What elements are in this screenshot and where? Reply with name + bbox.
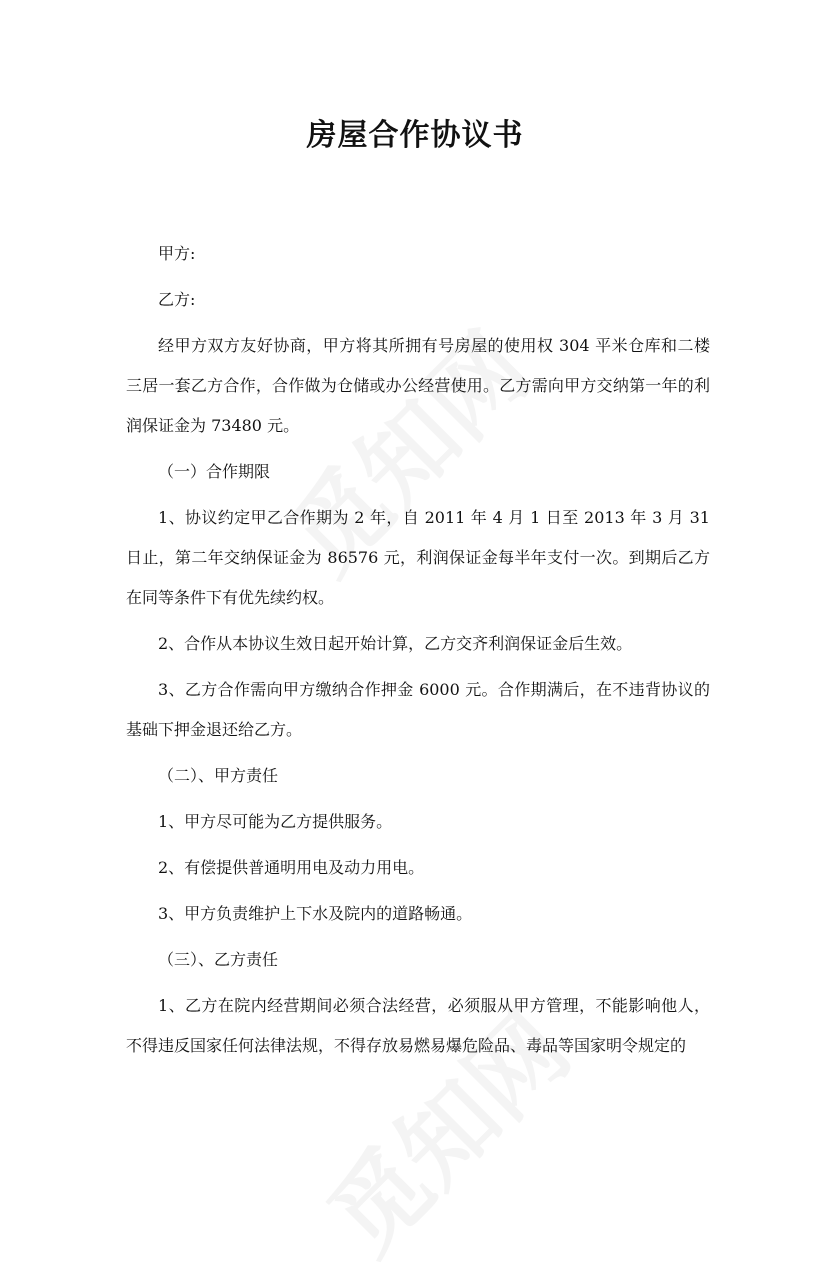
clause-2-1: 1、甲方尽可能为乙方提供服务。 (158, 812, 393, 831)
party-a-line: 甲方: (158, 244, 196, 263)
clause-1-1: 1、协议约定甲乙合作期为 2 年，自 2011 年 4 月 1 日至 2013 年 3 月 31 日止，第二年交纳保证金为 86576 元，利润保证金每半年支付一次。到期后乙方在同等条件下有优先续约权。 (126, 508, 710, 607)
party-b-line: 乙方: (158, 290, 196, 309)
clause-2-3: 3、甲方负责维护上下水及院内的道路畅通。 (158, 904, 473, 923)
intro-paragraph: 经甲方双方友好协商，甲方将其所拥有号房屋的使用权 304 平米仓库和二楼三居一套乙方合作，合作做为仓储或办公经营使用。乙方需向甲方交纳第一年的利润保证金为 73480 元。 (126, 336, 710, 435)
document-body (126, 234, 710, 1066)
document-title: 房屋合作协议书 (306, 118, 524, 153)
clause-1-2: 2、合作从本协议生效日起开始计算，乙方交齐利润保证金后生效。 (158, 634, 633, 653)
clause-2-2: 2、有偿提供普通明用电及动力用电。 (158, 858, 425, 877)
section-heading-party-b: （三）、乙方责任 (158, 950, 279, 969)
clause-3-1: 1、乙方在院内经营期间必须合法经营，必须服从甲方管理，不能影响他人，不得违反国家任何法律法规，不得存放易燃易爆危险品、毒品等国家明令规定的 (126, 996, 710, 1055)
section-heading-term: （一）合作期限 (158, 462, 271, 481)
section-heading-party-a: （二）、甲方责任 (158, 766, 279, 785)
clause-1-3: 3、乙方合作需向甲方缴纳合作押金 6000 元。合作期满后，在不违背协议的基础下押金退还给乙方。 (126, 680, 710, 739)
